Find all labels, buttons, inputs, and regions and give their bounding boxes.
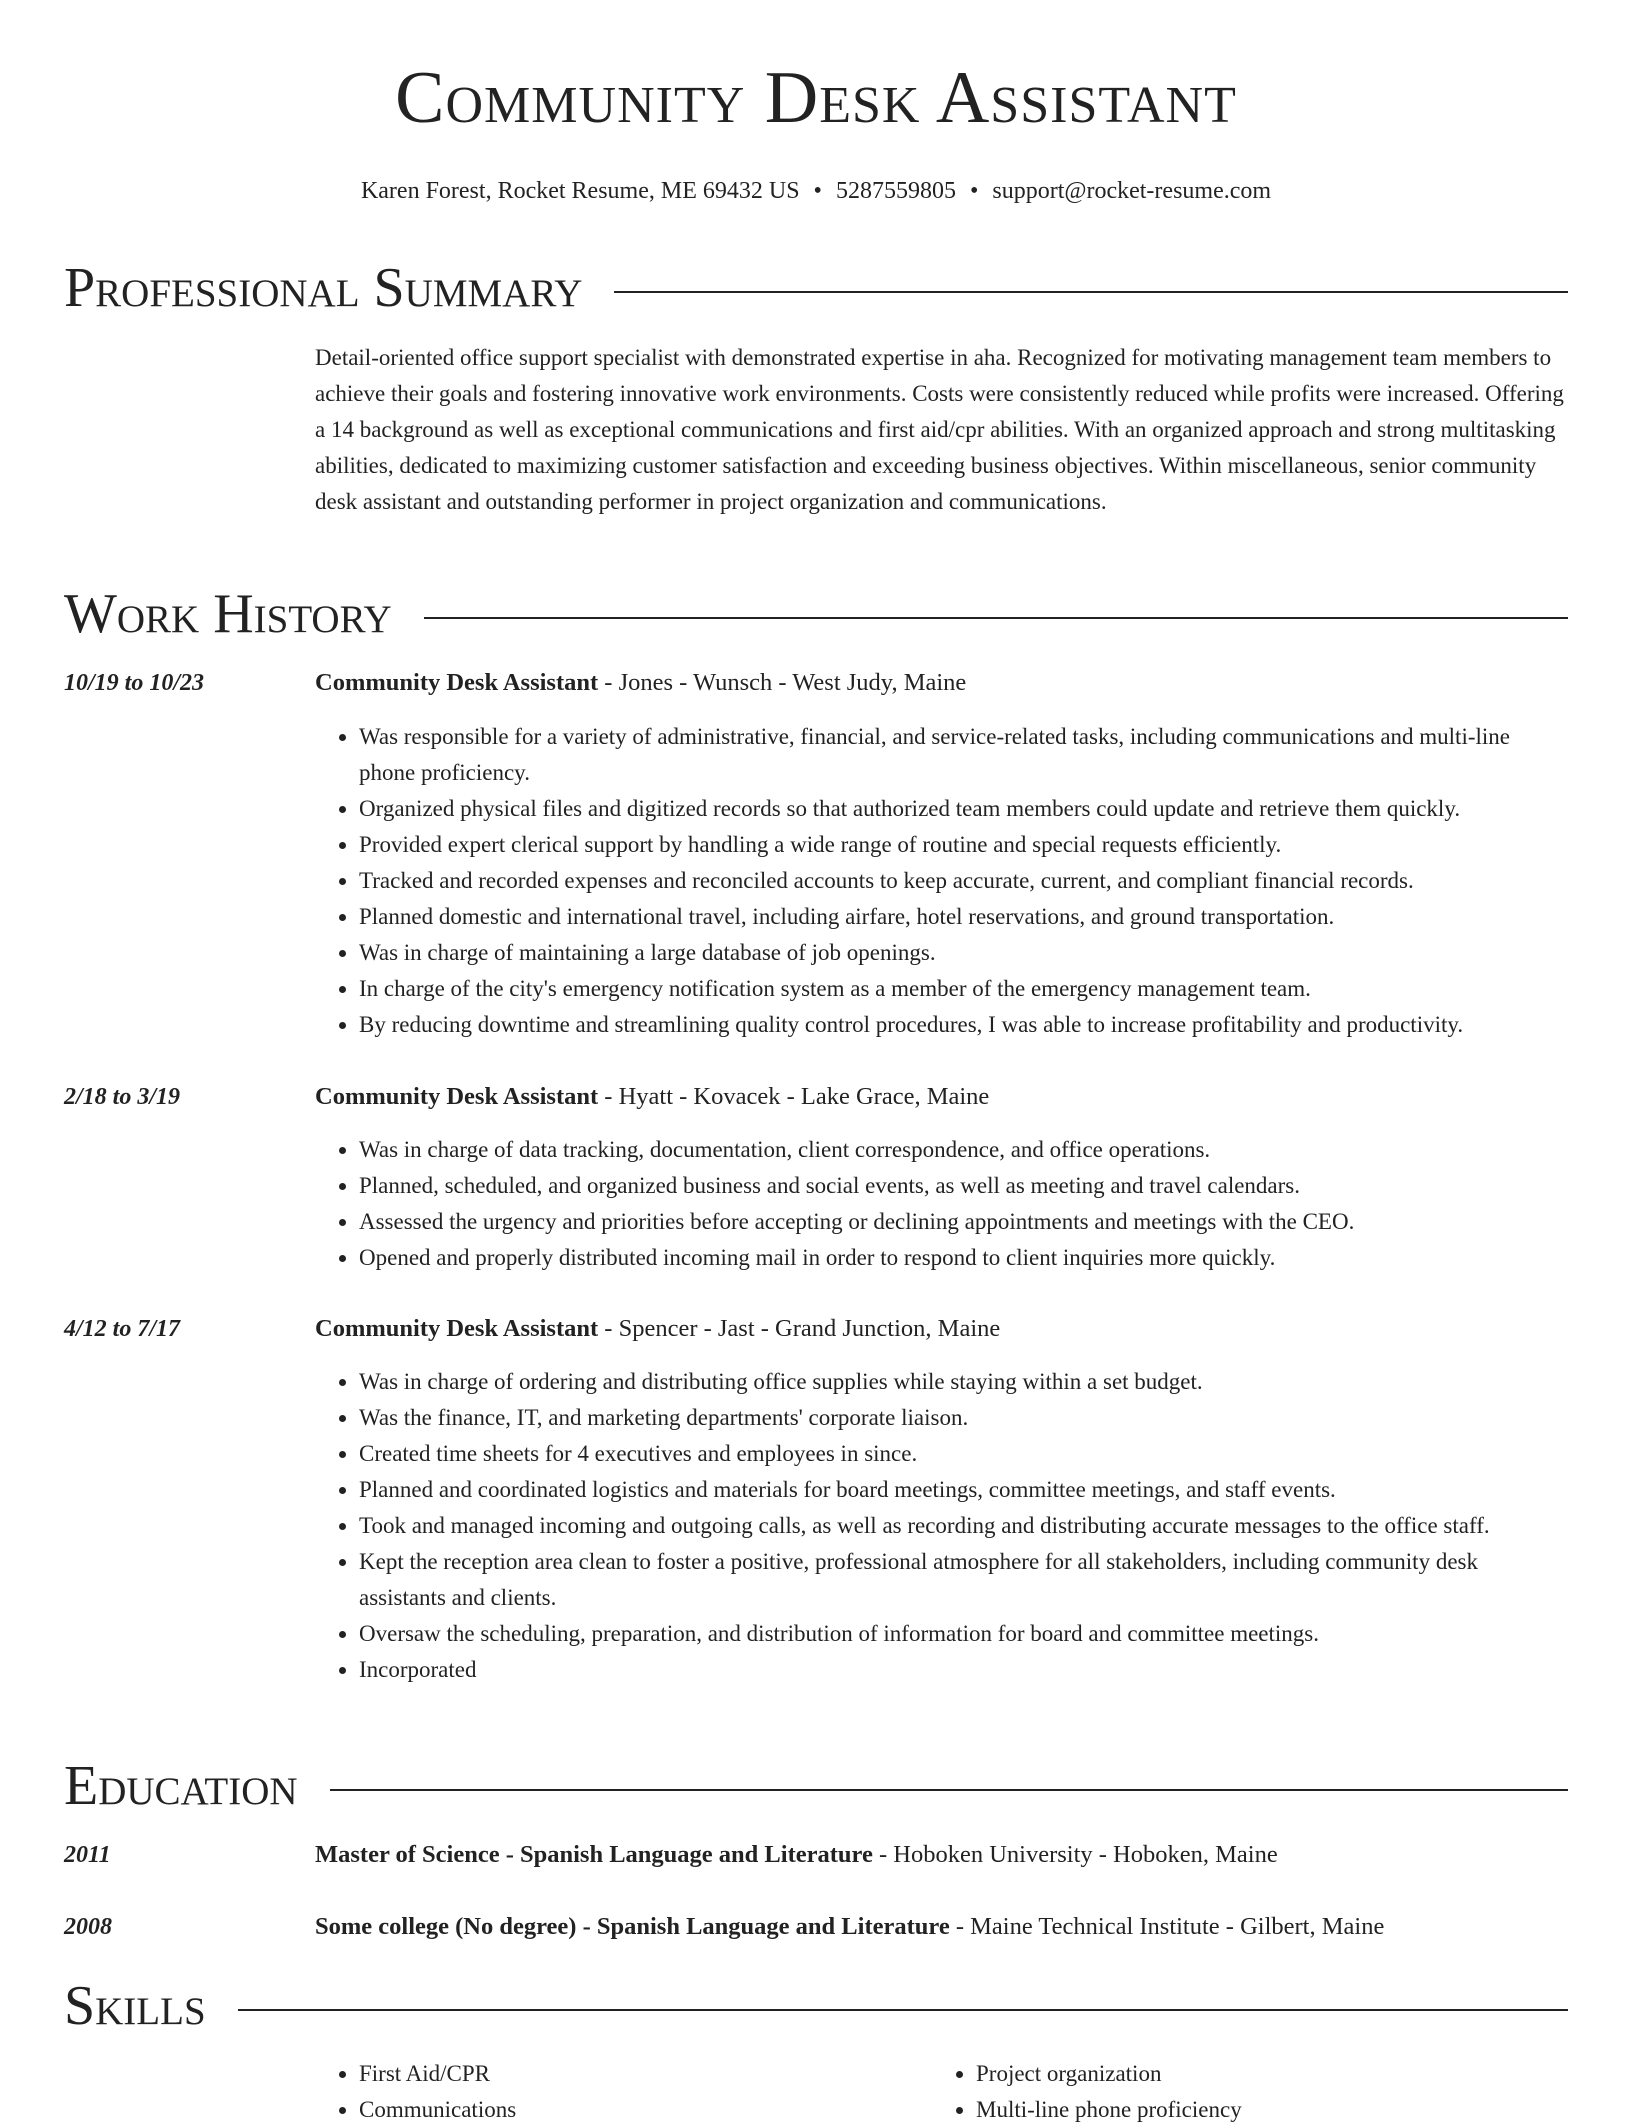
section-divider	[424, 617, 1568, 619]
skill-item: • Project organization	[976, 2056, 1576, 2092]
work-section-header	[64, 584, 1568, 644]
job-title: Community Desk Assistant	[315, 1083, 599, 1110]
skill-item: • First Aid/CPR	[359, 2056, 919, 2092]
work-entry-bullets	[315, 1132, 1568, 1276]
list-item: • Tracked and recorded expenses and reconciled accounts to keep accurate, current, and compliant financial records.	[359, 863, 1568, 899]
section-divider	[238, 2009, 1568, 2011]
education-section-title: Education	[64, 1755, 298, 1817]
contact-separator: •	[969, 178, 979, 204]
job-employer-location: - Hyatt - Kovacek - Lake Grace, Maine	[598, 1083, 990, 1110]
job-employer-location: - Jones - Wunsch - West Judy, Maine	[598, 669, 967, 696]
list-item: • Planned domestic and international travel, including airfare, hotel reservations, and ground transportation.	[359, 899, 1568, 935]
degree-title: Some college (No degree) - Spanish Language and Literature	[315, 1913, 950, 1940]
summary-section-title: Professional Summary	[64, 257, 583, 319]
list-item: • Was the finance, IT, and marketing departments' corporate liaison.	[359, 1400, 1568, 1436]
list-item: • Kept the reception area clean to foster a positive, professional atmosphere for all stakeholders, including community desk assistants and clients.	[359, 1544, 1568, 1616]
school-location: - Hoboken University - Hoboken, Maine	[872, 1841, 1278, 1868]
list-item: • In charge of the city's emergency notification system as a member of the emergency management team.	[359, 971, 1568, 1007]
list-item: • Opened and properly distributed incoming mail in order to respond to client inquiries more quickly.	[359, 1240, 1568, 1276]
skills-list-left	[315, 2056, 919, 2128]
education-heading	[315, 1911, 1568, 1943]
section-divider	[614, 291, 1568, 293]
list-item: • By reducing downtime and streamlining quality control procedures, I was able to increase profitability and productivity.	[359, 1007, 1568, 1043]
work-entry-dates: 2/18 to 3/19	[64, 1084, 181, 1110]
work-entry-dates: 4/12 to 7/17	[64, 1316, 181, 1342]
summary-section-header	[64, 258, 1568, 318]
list-item: • Planned and coordinated logistics and materials for board meetings, committee meetings, and staff events.	[359, 1472, 1568, 1508]
job-employer-location: - Spencer - Jast - Grand Junction, Maine	[598, 1315, 1001, 1342]
summary-text: Detail-oriented office support specialist with demonstrated expertise in aha. Recognized for motivating management team members to achieve their goals and fostering innovative work environments. Costs were consistently reduced while profits were increased. Offering a 14 background as well as exceptional communications and first aid/cpr abilities. With an organized approach and strong multitasking abilities, dedicated to maximizing customer satisfaction and exceeding business objectives. Within miscellaneous, senior community desk assistant and outstanding performer in project organization and communications.	[315, 345, 1564, 514]
list-item: • Was in charge of data tracking, documentation, client correspondence, and office operations.	[359, 1132, 1568, 1168]
skills-section-title: Skills	[64, 1975, 206, 2037]
education-year: 2011	[64, 1842, 111, 1868]
work-section-title: Work History	[64, 583, 392, 645]
list-item: • Oversaw the scheduling, preparation, and distribution of information for board and committee meetings.	[359, 1616, 1568, 1652]
resume-name: Community Desk Assistant	[395, 57, 1237, 139]
school-location: - Maine Technical Institute - Gilbert, Maine	[949, 1913, 1385, 1940]
work-entry-heading	[315, 1313, 1568, 1345]
contact-line	[0, 175, 1632, 207]
list-item: • Provided expert clerical support by handling a wide range of routine and special requests efficiently.	[359, 827, 1568, 863]
list-item: • Took and managed incoming and outgoing calls, as well as recording and distributing accurate messages to the office staff.	[359, 1508, 1568, 1544]
skills-section-header	[64, 1976, 1568, 2036]
work-entry-bullets	[315, 719, 1568, 1043]
list-item: • Planned, scheduled, and organized business and social events, as well as meeting and travel calendars.	[359, 1168, 1568, 1204]
job-title: Community Desk Assistant	[315, 669, 599, 696]
list-item: • Created time sheets for 4 executives and employees in since.	[359, 1436, 1568, 1472]
education-section-header	[64, 1756, 1568, 1816]
work-entry-bullets	[315, 1364, 1568, 1688]
contact-email[interactable]: support@rocket-resume.com	[992, 178, 1272, 204]
list-item: • Was responsible for a variety of administrative, financial, and service-related tasks, including communications and multi-line phone proficiency.	[359, 719, 1568, 791]
work-entry-heading	[315, 1081, 1568, 1113]
contact-separator: •	[813, 178, 822, 204]
skill-item: • Multi-line phone proficiency	[976, 2092, 1576, 2128]
list-item: • Assessed the urgency and priorities before accepting or declining appointments and meetings with the CEO.	[359, 1204, 1568, 1240]
contact-address: Karen Forest, Rocket Resume, ME 69432 US	[360, 178, 800, 204]
job-title: Community Desk Assistant	[315, 1315, 599, 1342]
skills-list-right	[932, 2056, 1576, 2128]
work-entry-dates: 10/19 to 10/23	[64, 670, 205, 696]
work-entry-heading	[315, 667, 1568, 699]
list-item: • Was in charge of ordering and distributing office supplies while staying within a set budget.	[359, 1364, 1568, 1400]
skill-item: • Communications	[359, 2092, 919, 2128]
contact-phone: 5287559805	[835, 178, 956, 204]
degree-title: Master of Science - Spanish Language and Literature	[315, 1841, 873, 1868]
list-item: • Organized physical files and digitized records so that authorized team members could update and retrieve them quickly.	[359, 791, 1568, 827]
education-heading	[315, 1839, 1568, 1871]
education-year: 2008	[64, 1914, 112, 1940]
section-divider	[330, 1789, 1568, 1791]
list-item: • Incorporated	[359, 1652, 1568, 1688]
list-item: • Was in charge of maintaining a large database of job openings.	[359, 935, 1568, 971]
